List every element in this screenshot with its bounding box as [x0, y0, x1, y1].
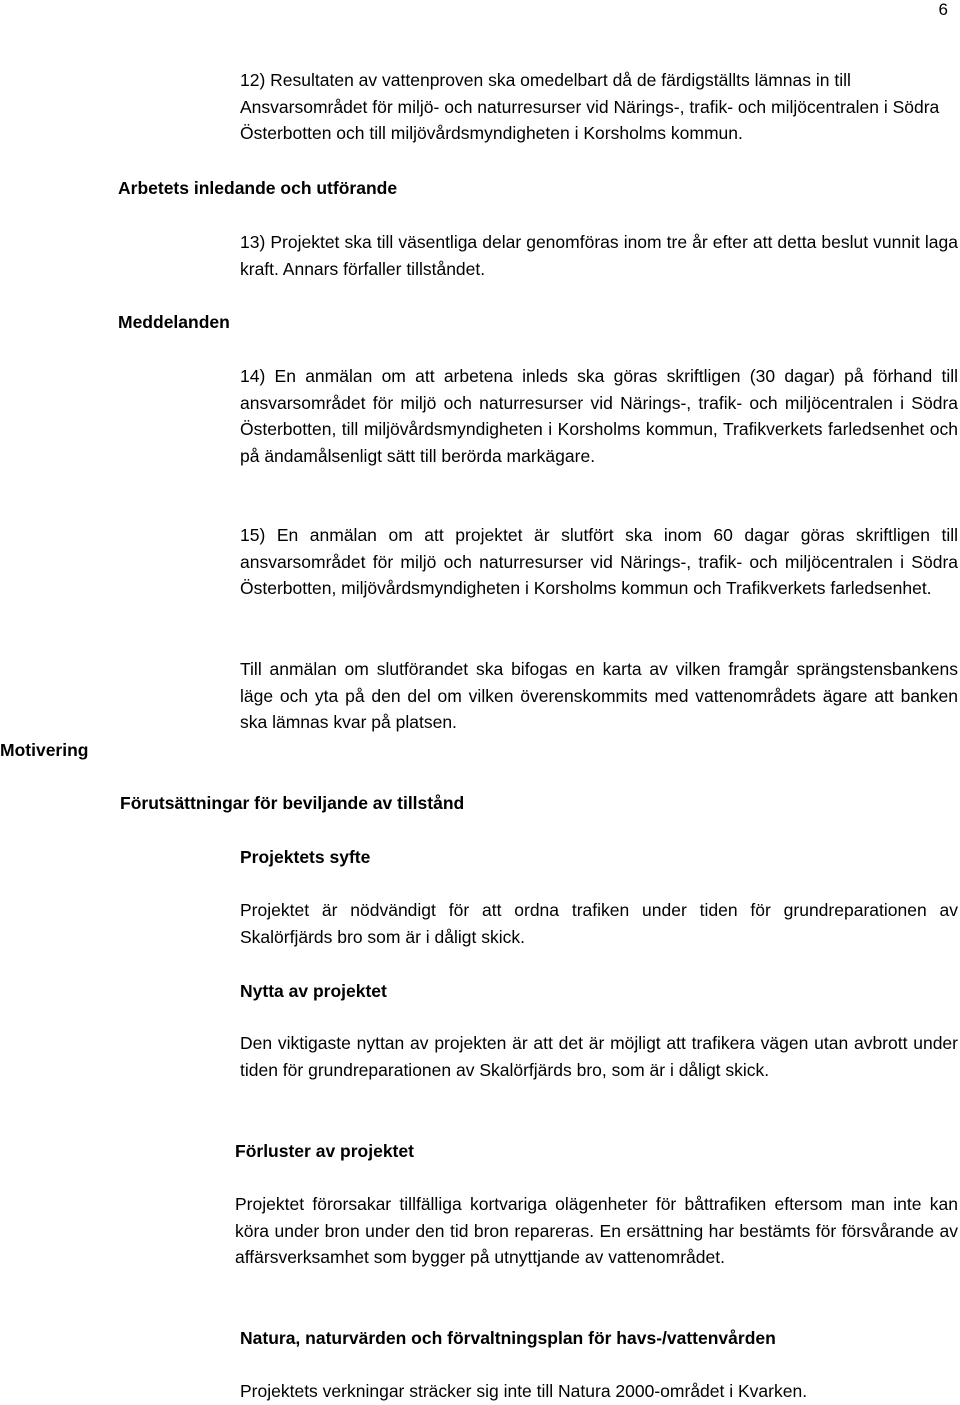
heading-motivering: Motivering: [0, 740, 89, 760]
heading-nytta: Nytta av projektet: [240, 981, 387, 1001]
condition-13-paragraph: 13) Projektet ska till väsentliga delar genomföras inom tre år efter att detta beslut vunnit laga kraft. Annars förfaller tillståndet.: [240, 232, 958, 279]
heading-meddelanden: Meddelanden: [118, 312, 230, 332]
syfte-paragraph: Projektet är nödvändigt för att ordna trafiken under tiden för grundreparationen av Skalörfjärds bro som är i dåligt skick.: [240, 900, 958, 947]
condition-14-paragraph: 14) En anmälan om att arbetena inleds ska göras skriftligen (30 dagar) på förhand till ansvarsområdet för miljö och naturresurser vid Närings-, trafik- och miljöcentralen i Södra Österbotten, till miljövårdsmyndigheten i Korsholms kommun, Trafikverkets farledsenhet och på ändamålsenligt sätt till berörda markägare.: [240, 366, 958, 466]
natura-paragraph: Projektets verkningar sträcker sig inte till Natura 2000-området i Kvarken.: [240, 1381, 808, 1401]
heading-forutsattningar: Förutsättningar för beviljande av tillstånd: [120, 793, 465, 813]
forluster-paragraph: Projektet förorsakar tillfälliga kortvariga olägenheter för båttrafiken eftersom man inte kan köra under bron under den tid bron repareras. En ersättning har bestämts för försvårande av affärsverksamhet som bygger på utnyttjande av vattenområdet.: [235, 1194, 958, 1267]
heading-projektets-syfte: Projektets syfte: [240, 847, 371, 867]
heading-arbetets-inledande: Arbetets inledande och utförande: [118, 178, 398, 198]
heading-natura: Natura, naturvärden och förvaltningsplan för havs-/vattenvården: [240, 1328, 776, 1348]
heading-forluster: Förluster av projektet: [235, 1141, 414, 1161]
page-number: 6: [938, 0, 948, 19]
completion-report-paragraph: Till anmälan om slutförandet ska bifogas en karta av vilken framgår sprängstensbankens läge och yta på den del om vilken överenskommits med vattenområdets ägare att banken ska lämnas kvar på platsen.: [240, 659, 958, 732]
nytta-paragraph: Den viktigaste nyttan av projekten är att det är möjligt att trafikera vägen utan avbrott under tiden för grundreparationen av Skalörfjärds bro, som är i dåligt skick.: [240, 1033, 958, 1080]
condition-15-paragraph: 15) En anmälan om att projektet är slutfört ska inom 60 dagar göras skriftligen till ansvarsområdet för miljö och naturresurser vid Närings-, trafik- och miljöcentralen i Södra Österbotten, miljövårdsmyndigheten i Korsholms kommun och Trafikverkets farledsenhet.: [240, 525, 958, 598]
condition-12-paragraph: 12) Resultaten av vattenproven ska omedelbart då de färdigställts lämnas in till Ansvarsområdet för miljö- och naturresurser vid Närings-, trafik- och miljöcentralen i Södra Österbotten och till miljövårdsmyndigheten i Korsholms kommun.: [240, 70, 940, 143]
